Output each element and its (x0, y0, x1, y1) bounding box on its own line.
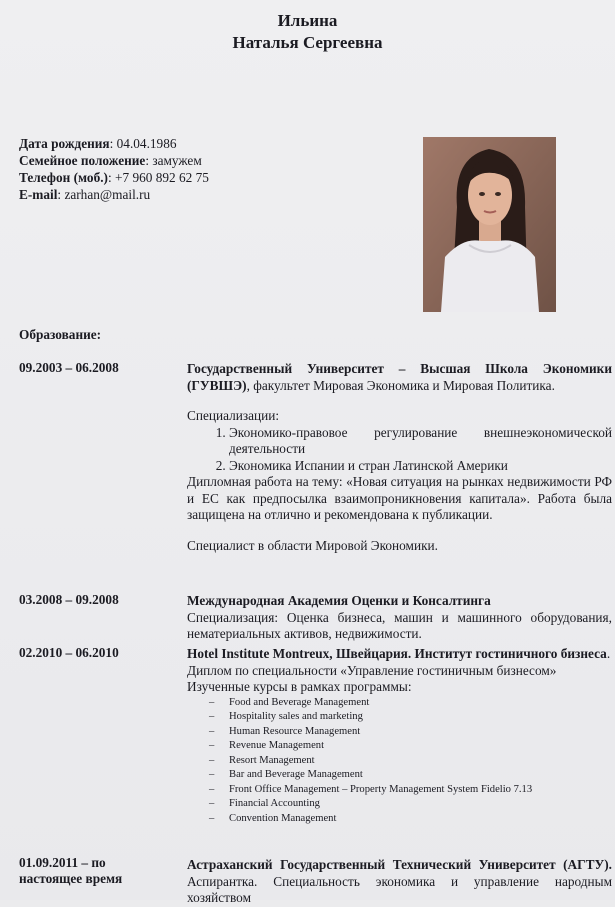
course-item: – Resort Management (209, 754, 612, 769)
institution-details: . (606, 646, 611, 661)
course-item: – Convention Management (209, 812, 612, 827)
entry-date: 03.2008 – 09.2008 (19, 592, 119, 607)
courses-heading: Изученные курсы в рамках программы: (187, 679, 412, 694)
entry-institution (187, 593, 612, 610)
contact-label: Телефон (моб.) (19, 170, 108, 185)
entry-text: Аспирантка. Специальность экономика и управление народным хозяйством (187, 873, 612, 905)
contact-value: +7 960 892 62 75 (115, 170, 209, 185)
spacer (187, 524, 612, 538)
contact-separator: : (57, 187, 65, 202)
contact-value: 04.04.1986 (116, 136, 177, 151)
institution-name: Государственный Университет – Высшая Школа Экономики (ГУВШЭ) (187, 361, 612, 393)
education-entry-hse (187, 361, 612, 554)
course-item: – Food and Beverage Management (209, 696, 612, 711)
course-item: – Human Resource Management (209, 725, 612, 740)
contact-label: Дата рождения (19, 136, 110, 151)
contact-label: E-mail (19, 187, 58, 202)
education-entry-montreux (187, 646, 612, 826)
contact-marital-status (19, 152, 209, 169)
thesis-text: Дипломная работа на тему: «Новая ситуация на рынках недвижимости РФ и ЕС как предпосылка взаимопроникновения капитала». Работа была защищена на отлично и рекомендована к публикации. (187, 474, 612, 522)
institution-details: , факультет Мировая Экономика и Мировая Политика. (246, 377, 555, 393)
given-names: Наталья Сергеевна (232, 33, 383, 52)
entry-date (19, 855, 122, 887)
specialization-item: 1. Экономико-правовое регулирование внешнеэкономической деятельности (229, 425, 612, 458)
contact-value: zarhan@mail.ru (64, 187, 151, 202)
surname: Ильина (277, 11, 338, 30)
specializations-heading: Специализации: (187, 408, 280, 423)
course-item: – Front Office Management – Property Management System Fidelio 7.13 (209, 783, 612, 798)
education-entry-academy (187, 593, 612, 643)
entry-date-line: 01.09.2011 – по (19, 855, 106, 870)
contact-label: Семейное положение (19, 153, 146, 168)
contact-details (19, 135, 209, 203)
course-item: – Financial Accounting (209, 797, 612, 812)
course-item: – Bar and Beverage Management (209, 768, 612, 783)
contact-separator: : (109, 136, 117, 151)
education-heading: Образование: (19, 327, 102, 342)
contact-email (19, 186, 209, 203)
contact-birthdate (19, 135, 209, 152)
contact-phone (19, 169, 209, 186)
diploma-text: Диплом по специальности «Управление гостиничным бизнесом» (187, 662, 557, 678)
entry-institution (187, 857, 612, 907)
contact-separator: : (145, 153, 153, 168)
entry-date: 09.2003 – 06.2008 (19, 360, 119, 375)
institution-name: Hotel Institute Montreux, Швейцария. Институт гостиничного бизнеса (187, 646, 607, 661)
institution-name: Астраханский Государственный Технический Университет (АГТУ). (187, 857, 612, 872)
entry-text: Специализация: Оценка бизнеса, машин и машинного оборудования, нематериальных активов, недвижимости. (187, 609, 612, 641)
entry-date-line: настоящее время (19, 871, 123, 886)
institution-name: Международная Академия Оценки и Консалтинга (187, 593, 491, 608)
entry-institution (187, 646, 612, 663)
portrait-image (423, 137, 556, 312)
courses-list (187, 696, 612, 827)
portrait-photo (423, 137, 556, 312)
spacer (187, 394, 612, 408)
entry-institution (187, 361, 612, 394)
course-item: – Revenue Management (209, 739, 612, 754)
contact-separator: : (107, 170, 116, 185)
contact-value: замужем (152, 153, 202, 168)
course-item: – Hospitality sales and marketing (209, 710, 612, 725)
entry-date: 02.2010 – 06.2010 (19, 645, 119, 660)
education-entry-agtu (187, 857, 612, 907)
specializations-list (187, 425, 612, 475)
specialization-item: 2. Экономика Испании и стран Латинской Америки (229, 458, 612, 475)
qualification-text: Специалист в области Мировой Экономики. (187, 537, 438, 553)
